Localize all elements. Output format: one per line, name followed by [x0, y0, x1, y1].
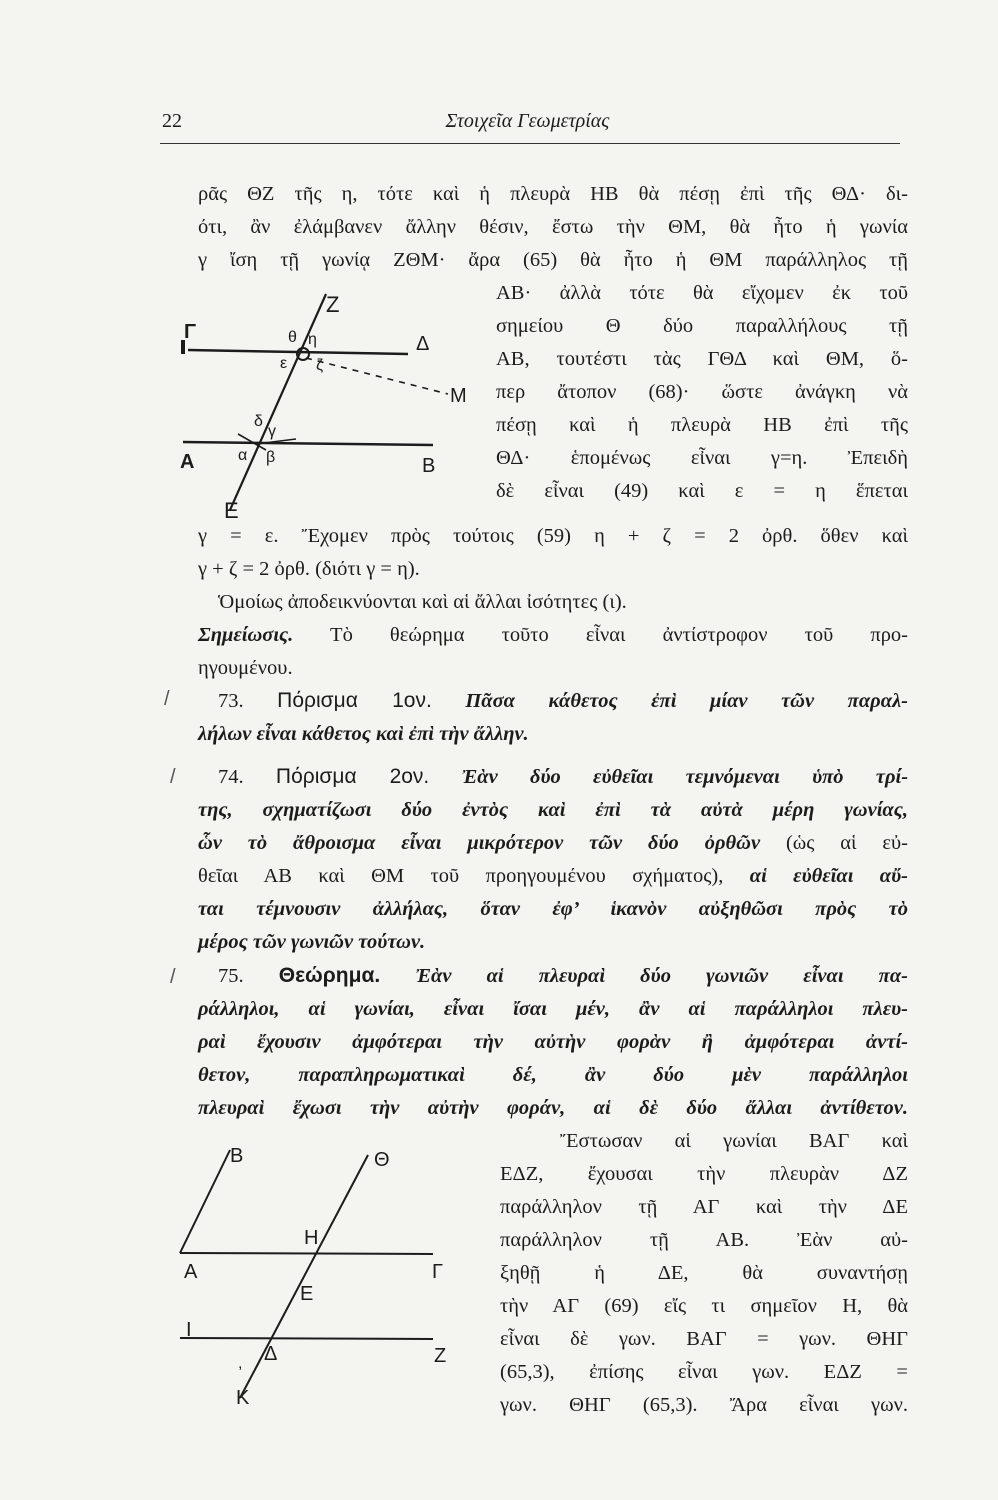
- page-header: [160, 108, 895, 138]
- label-Theta: Θ: [374, 1149, 390, 1171]
- figure-parallel-angles-2: [178, 1140, 478, 1410]
- label-Gamma: Γ: [184, 321, 197, 343]
- s74-line-2: [198, 796, 908, 824]
- label-eta: η: [308, 331, 317, 348]
- label-M: M: [450, 385, 467, 407]
- label-comma: ,: [238, 1355, 243, 1372]
- note-label: Σημείωσις.: [198, 624, 294, 646]
- s73-text: Πᾶσα κάθετος ἐπὶ μίαν τῶν παραλ-: [465, 690, 909, 712]
- s73-line-1: [218, 687, 908, 715]
- text-line: ξηθῇ ἡ ΔΕ, θὰ συναντήσῃ: [500, 1262, 908, 1284]
- label-H: H: [304, 1227, 319, 1249]
- s75-line-2: [198, 995, 908, 1023]
- text-line: ΘΔ· ἑπομένως εἶναι γ=η. Ἐπειδὴ: [496, 447, 908, 469]
- text-line: ότι, ἂν ἐλάμβανεν ἄλλην θέσιν, ἔστω τὴν ΘΜ, θὰ ἦτο ἡ γωνία: [198, 216, 908, 238]
- note-text: Τὸ θεώρημα τοῦτο εἶναι ἀντίστροφον τοῦ προ-: [330, 624, 909, 646]
- s75-label: Θεώρημα.: [278, 964, 381, 987]
- margin-mark: /: [170, 966, 176, 988]
- text-line: παράλληλον τῇ ΑΓ καὶ τὴν ΔΕ: [500, 1196, 908, 1218]
- label-I: I: [186, 1319, 192, 1341]
- s73-text-2: λήλων εἶναι κάθετος καὶ ἐπὶ τὴν ἄλλην.: [198, 723, 529, 745]
- s74-text: Ἐὰν δύο εὐθεῖαι τεμνόμεναι ὑπὸ τρί-: [461, 766, 909, 788]
- text-line: γ ἴση τῇ γωνίᾳ ΖΘΜ· ἄρα (65) θὰ ἦτο ἡ ΘΜ παράλληλος τῇ: [198, 249, 908, 271]
- page-number: 22: [162, 110, 182, 132]
- s74-label: Πόρισμα 2ον.: [275, 765, 430, 788]
- s74-number: 74.: [218, 766, 244, 788]
- label-E: E: [224, 498, 239, 523]
- s73-number: 73.: [218, 690, 244, 712]
- s75-text-2: ράλληλοι, αἱ γωνίαι, εἶναι ἴσαι μέν, ἂν αἱ παράλληλοι πλευ-: [198, 998, 908, 1020]
- s73-label: Πόρισμα 1ον.: [277, 689, 432, 712]
- text-line: ΕΔΖ, ἔχουσαι τὴν πλευρὰν ΔΖ: [500, 1163, 908, 1185]
- text-line: παράλληλον τῇ ΑΒ. Ἐὰν αὐ-: [500, 1229, 908, 1251]
- s75-text: Ἐὰν αἱ πλευραὶ δύο γωνιῶν εἶναι πα-: [415, 965, 908, 987]
- text-line: σημείου Θ δύο παραλλήλους τῇ: [496, 315, 908, 337]
- text-line: εἶναι δὲ γων. ΒΑΓ = γων. ΘΗΓ: [500, 1328, 908, 1350]
- s74-line-1: [218, 763, 908, 791]
- text-line: γ + ζ = 2 ὀρθ. (διότι γ = η).: [198, 558, 420, 580]
- text-line: ρᾶς ΘΖ τῆς η, τότε καὶ ἡ πλευρὰ ΗΒ θὰ πέσῃ ἐπὶ τῆς ΘΔ· δι-: [198, 183, 908, 205]
- label-E: E: [300, 1283, 314, 1305]
- s74-text-3b: (ὡς αἱ εὐ-: [785, 832, 909, 854]
- text-line: ηγουμένου.: [198, 657, 293, 679]
- label-Z: Z: [326, 292, 340, 317]
- label-A: A: [184, 1261, 198, 1283]
- text-line: Ἔστωσαν αἱ γωνίαι ΒΑΓ καὶ: [560, 1130, 908, 1152]
- label-B: B: [422, 455, 436, 477]
- label-zeta: ζ: [316, 357, 324, 374]
- s74-text-5: ται τέμνουσιν ἀλλήλας, ὅταν ἐφ’ ἱκανὸν αὐξηθῶσι πρὸς τὸ: [198, 898, 908, 920]
- figure-parallel-lines-1: [178, 282, 467, 526]
- s74-text-6: μέρος τῶν γωνιῶν τούτων.: [198, 931, 426, 953]
- header-rule: [160, 143, 900, 144]
- s75-number: 75.: [218, 965, 244, 987]
- label-delta: δ: [254, 413, 263, 430]
- s75-text-5: πλευραὶ ἔχωσι τὴν αὐτὴν φοράν, αἱ δὲ δύο ἄλλαι ἀντίθετον.: [198, 1097, 908, 1119]
- s75-line-4: [198, 1061, 908, 1089]
- text-line: περ ἄτοπον (68)· ὥστε ἀνάγκη νὰ: [496, 381, 908, 403]
- label-beta: β: [266, 449, 276, 466]
- text-line: Ὁμοίως ἀποδεικνύονται καὶ αἱ ἄλλαι ἰσότητες (ι).: [218, 591, 627, 613]
- s73-line-2: [198, 720, 908, 748]
- s74-text-2: της, σχηματίζωσι δύο ἐντὸς καὶ ἐπὶ τὰ αὐτὰ μέρη γωνίας,: [198, 799, 908, 821]
- s74-text-3a: ὧν τὸ ἄθροισμα εἶναι μικρότερον τῶν δύο ὀρθῶν: [198, 832, 761, 854]
- note-line-1: [198, 621, 908, 649]
- label-Delta: Δ: [416, 333, 430, 355]
- text-line: δὲ εἶναι (49) καὶ ε = η ἕπεται: [496, 480, 908, 502]
- s75-line-3: [198, 1028, 908, 1056]
- label-epsilon: ε: [280, 355, 288, 372]
- s75-line-1: [218, 962, 908, 990]
- label-Gamma: Γ: [432, 1261, 444, 1283]
- label-theta: θ: [288, 329, 297, 346]
- margin-mark: /: [170, 766, 176, 788]
- text-line: τὴν ΑΓ (69) εἴς τι σημεῖον Η, θὰ: [500, 1295, 908, 1317]
- s75-text-4: θετον, παραπληρωματικαὶ δέ, ἂν δύο μὲν παράλληλοι: [198, 1064, 908, 1086]
- label-A: A: [180, 451, 195, 473]
- text-line: ΑΒ, τουτέστι τὰς ΓΘΔ καὶ ΘΜ, ὅ-: [496, 348, 908, 370]
- label-Z: Z: [434, 1345, 447, 1367]
- s74-line-6: [198, 928, 908, 956]
- s74-text-4b: αἱ εὐθεῖαι αὔ-: [749, 865, 909, 887]
- text-line: γ = ε. Ἔχομεν πρὸς τούτοις (59) η + ζ = 2 ὀρθ. ὅθεν καὶ: [198, 525, 908, 547]
- text-line: πέσῃ καὶ ἡ πλευρὰ ΗΒ ἐπὶ τῆς: [496, 414, 908, 436]
- running-title: Στοιχεῖα Γεωμετρίας: [445, 110, 610, 132]
- s74-line-3: [198, 829, 908, 857]
- s74-line-4: [198, 862, 908, 890]
- label-gamma: γ: [268, 423, 276, 440]
- text-line: ΑΒ· ἀλλὰ τότε θὰ εἴχομεν ἐκ τοῦ: [496, 282, 908, 304]
- s75-line-5: [198, 1094, 908, 1122]
- margin-mark: /: [164, 688, 170, 710]
- label-alpha: α: [238, 447, 248, 464]
- s74-text-4a: θεῖαι ΑΒ καὶ ΘΜ τοῦ προηγουμένου σχήματος),: [198, 865, 724, 887]
- text-line: γων. ΘΗΓ (65,3). Ἄρα εἶναι γων.: [500, 1394, 908, 1416]
- label-K: K: [236, 1387, 250, 1409]
- s75-text-3: ραὶ ἔχουσιν ἀμφότεραι τὴν αὐτὴν φορὰν ἢ ἀμφότεραι ἀντί-: [198, 1031, 908, 1053]
- label-B: B: [230, 1145, 244, 1167]
- s74-line-5: [198, 895, 908, 923]
- label-Delta: Δ: [264, 1343, 278, 1365]
- text-line: (65,3), ἐπίσης εἶναι γων. ΕΔΖ =: [500, 1361, 908, 1383]
